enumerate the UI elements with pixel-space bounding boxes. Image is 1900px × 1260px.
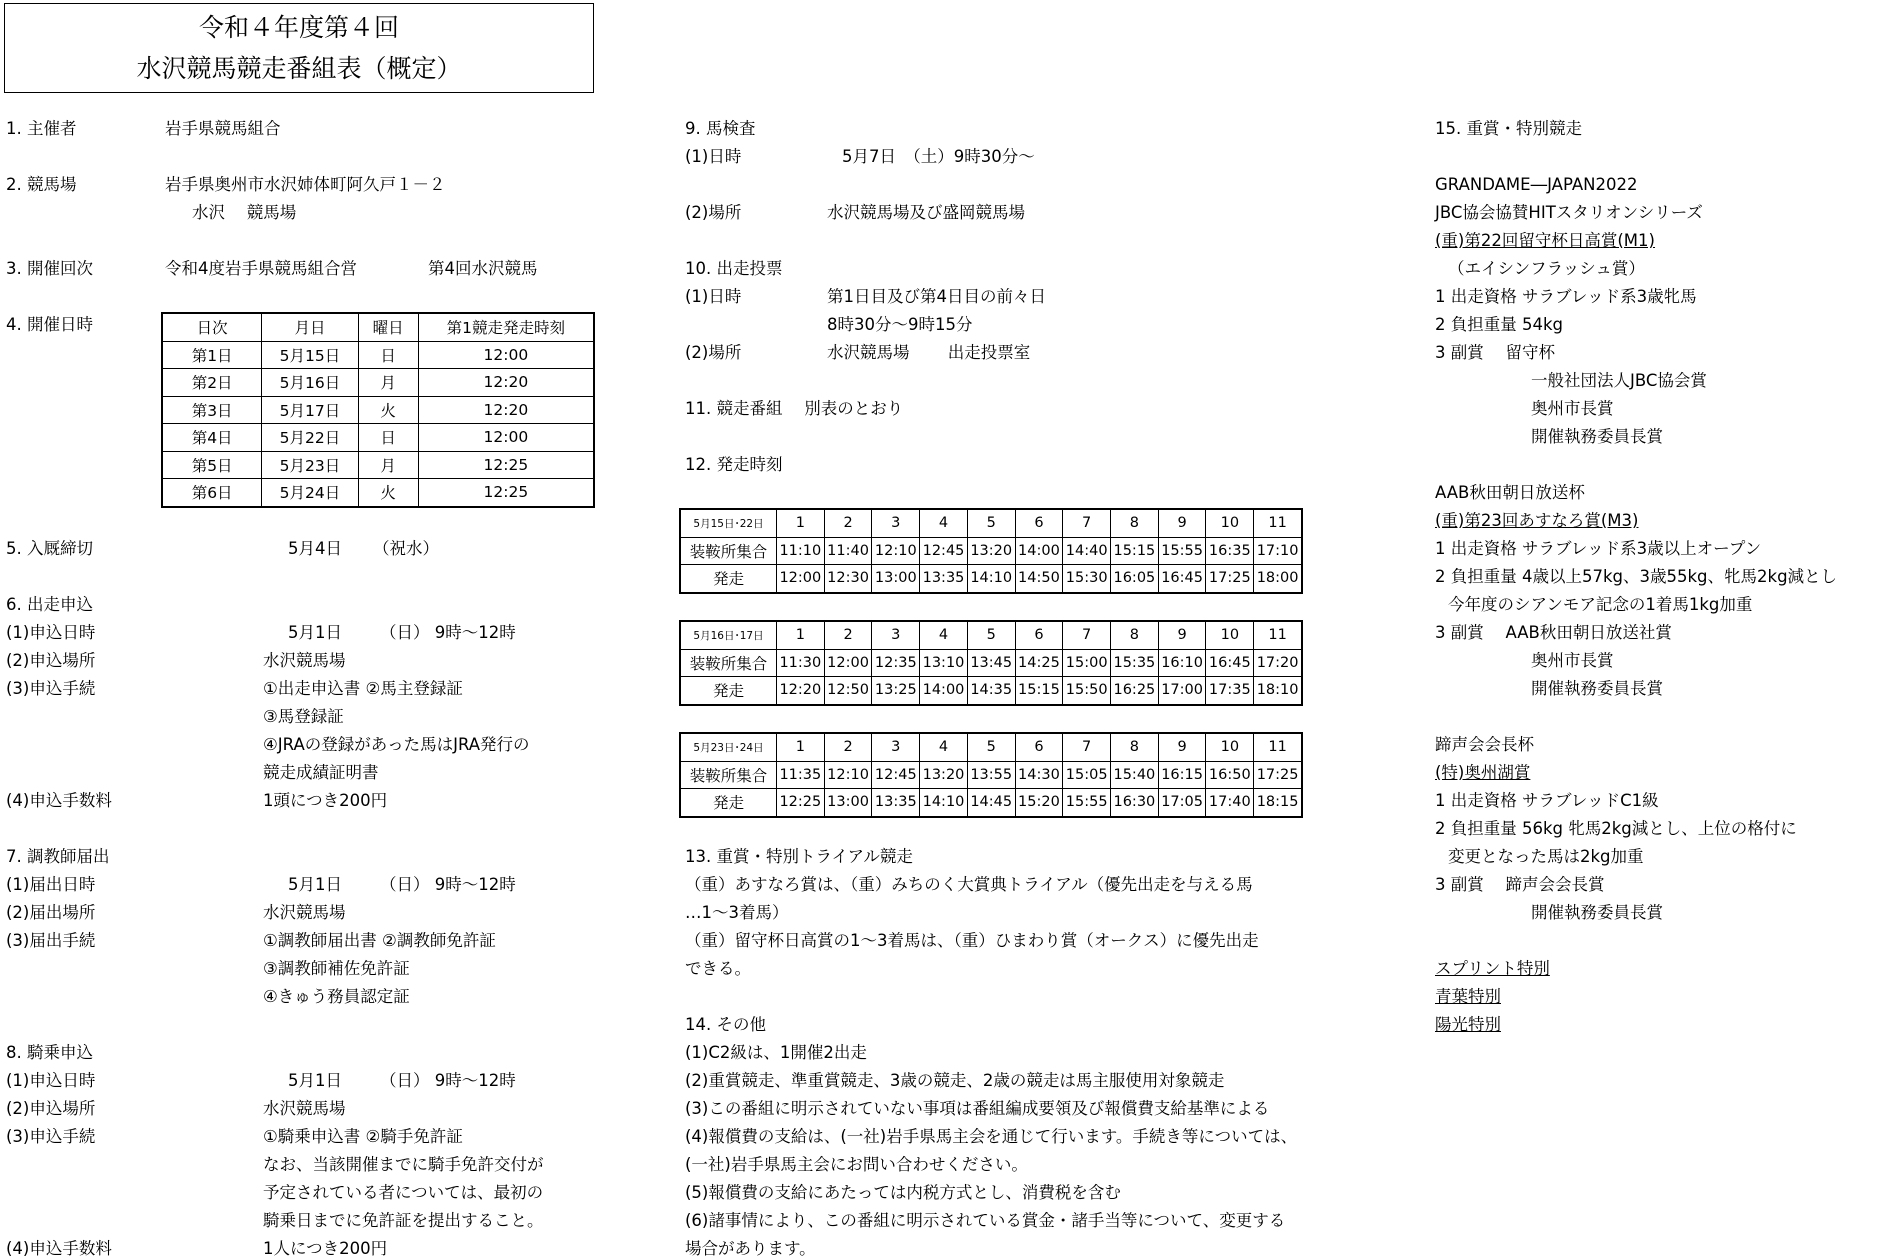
- table-cell: 5月22日: [262, 424, 358, 452]
- left-text-line: (3)申込手続: [6, 679, 96, 698]
- time-cell: 5: [967, 733, 1015, 761]
- right-text-line: (特)奥州湖賞: [1435, 763, 1531, 782]
- middle-text-line: 13. 重賞・特別トライアル競走: [685, 847, 913, 866]
- left-text-line: 5月1日: [288, 623, 342, 642]
- left-text-line: 5月1日: [288, 1071, 342, 1090]
- row-label: 5月15日･22日: [680, 509, 777, 537]
- right-text-line: 変更となった馬は2kg加重: [1448, 847, 1644, 866]
- time-cell: 1: [777, 733, 825, 761]
- middle-text-line: 12. 発走時刻: [685, 455, 783, 474]
- time-cell: 10: [1206, 621, 1254, 649]
- time-cell: 11: [1254, 509, 1302, 537]
- time-cell: 12:30: [824, 565, 872, 593]
- right-text-line: 開催執務委員長賞: [1531, 427, 1663, 446]
- middle-text-line: 水沢競馬場 出走投票室: [827, 343, 1031, 362]
- time-cell: 13:35: [920, 565, 968, 593]
- time-cell: 15:05: [1063, 761, 1111, 789]
- saddling-time-row: [680, 649, 1302, 677]
- table-row: [162, 479, 594, 507]
- time-cell: 6: [1015, 733, 1063, 761]
- right-text-line: 2 負担重量 4歳以上57kg、3歳55kg、牝馬2kg減とし: [1435, 567, 1838, 586]
- row-label: 5月23日･24日: [680, 733, 777, 761]
- time-cell: 7: [1063, 621, 1111, 649]
- right-text-line: 蹄声会会長杯: [1435, 735, 1534, 754]
- middle-text-line: (2)場所: [685, 203, 742, 222]
- left-text-line: ③馬登録証: [263, 707, 344, 726]
- time-cell: 5: [967, 621, 1015, 649]
- time-cell: 15:30: [1063, 565, 1111, 593]
- time-cell: 16:45: [1158, 565, 1206, 593]
- column-header: 日次: [162, 313, 262, 341]
- time-cell: 14:30: [1015, 761, 1063, 789]
- row-label: 装鞍所集合: [680, 761, 777, 789]
- right-text-line: 3 副賞 AAB秋田朝日放送社賞: [1435, 623, 1672, 642]
- row-label: 5月16日･17日: [680, 621, 777, 649]
- time-cell: 12:20: [777, 677, 825, 705]
- time-cell: 12:45: [920, 537, 968, 565]
- race-number-row: [680, 733, 1302, 761]
- race-number-row: [680, 509, 1302, 537]
- left-text-line: (1)申込日時: [6, 623, 96, 642]
- saddling-time-row: [680, 537, 1302, 565]
- middle-text-line: できる。: [685, 959, 751, 978]
- middle-text-line: 水沢競馬場及び盛岡競馬場: [827, 203, 1025, 222]
- right-text-line: AAB秋田朝日放送杯: [1435, 483, 1585, 502]
- time-cell: 15:55: [1063, 789, 1111, 817]
- time-cell: 18:00: [1254, 565, 1302, 593]
- left-text-line: 水沢競馬場: [263, 1099, 346, 1118]
- middle-text-line: （重）留守杯日高賞の1～3着馬は、（重）ひまわり賞（オークス）に優先出走: [685, 931, 1259, 950]
- left-text-line: ④きゅう務員認定証: [263, 987, 410, 1006]
- right-text-line: 1 出走資格 サラブレッドC1級: [1435, 791, 1659, 810]
- time-cell: 11: [1254, 621, 1302, 649]
- right-text-line: 3 副賞 蹄声会会長賞: [1435, 875, 1605, 894]
- left-text-line: なお、当該開催までに騎手免許交付が: [263, 1155, 544, 1174]
- time-cell: 16:10: [1158, 649, 1206, 677]
- time-cell: 13:10: [920, 649, 968, 677]
- table-cell: 5月23日: [262, 451, 358, 479]
- document-title: [4, 3, 594, 93]
- middle-text-line: (1)C2級は、1開催2出走: [685, 1043, 867, 1062]
- table-cell: 12:20: [418, 369, 594, 397]
- time-cell: 4: [920, 733, 968, 761]
- left-text-line: (2)申込場所: [6, 651, 96, 670]
- time-cell: 2: [824, 733, 872, 761]
- left-text-line: (3)届出手続: [6, 931, 96, 950]
- time-cell: 18:10: [1254, 677, 1302, 705]
- table-cell: 第6日: [162, 479, 262, 507]
- table-row: [162, 424, 594, 452]
- table-cell: 12:00: [418, 424, 594, 452]
- time-cell: 17:35: [1206, 677, 1254, 705]
- left-text-line: 岩手県奥州市水沢姉体町阿久戸１－２: [165, 175, 446, 194]
- table-cell: 12:20: [418, 396, 594, 424]
- start-time-table: [679, 620, 1303, 706]
- time-cell: 14:00: [1015, 537, 1063, 565]
- time-cell: 15:00: [1063, 649, 1111, 677]
- time-cell: 16:25: [1111, 677, 1159, 705]
- left-text-line: 2. 競馬場: [6, 175, 77, 194]
- time-cell: 13:35: [872, 789, 920, 817]
- right-text-line: 15. 重賞・特別競走: [1435, 119, 1582, 138]
- middle-text-line: 11. 競走番組 別表のとおり: [685, 399, 904, 418]
- time-cell: 8: [1111, 733, 1159, 761]
- time-cell: 15:20: [1015, 789, 1063, 817]
- time-cell: 16:35: [1206, 537, 1254, 565]
- time-cell: 17:10: [1254, 537, 1302, 565]
- table-cell: 第4日: [162, 424, 262, 452]
- time-cell: 15:50: [1063, 677, 1111, 705]
- table-cell: 5月24日: [262, 479, 358, 507]
- left-text-line: 1人につき200円: [263, 1239, 388, 1258]
- right-text-line: 1 出走資格 サラブレッド系3歳牝馬: [1435, 287, 1697, 306]
- race-number-row: [680, 621, 1302, 649]
- left-text-line: 競走成績証明書: [263, 763, 379, 782]
- table-row: [162, 369, 594, 397]
- table-cell: 日: [358, 424, 418, 452]
- left-text-line: 水沢競馬場: [263, 651, 346, 670]
- row-label: 装鞍所集合: [680, 537, 777, 565]
- time-cell: 13:55: [967, 761, 1015, 789]
- right-text-line: (重)第23回あすなろ賞(M3): [1435, 511, 1639, 530]
- time-cell: 10: [1206, 733, 1254, 761]
- time-cell: 15:35: [1111, 649, 1159, 677]
- row-label: 発走: [680, 789, 777, 817]
- table-cell: 12:00: [418, 341, 594, 369]
- time-cell: 14:10: [967, 565, 1015, 593]
- left-text-line: （日） 9時～12時: [380, 623, 516, 642]
- row-label: 発走: [680, 677, 777, 705]
- left-text-line: ①騎乗申込書 ②騎手免許証: [263, 1127, 463, 1146]
- row-label: 発走: [680, 565, 777, 593]
- saddling-time-row: [680, 761, 1302, 789]
- left-text-line: (4)申込手数料: [6, 791, 112, 810]
- right-text-line: 2 負担重量 56kg 牝馬2kg減とし、上位の格付に: [1435, 819, 1797, 838]
- time-cell: 14:45: [967, 789, 1015, 817]
- time-cell: 13:00: [824, 789, 872, 817]
- middle-text-line: 8時30分～9時15分: [827, 315, 973, 334]
- post-time-row: [680, 789, 1302, 817]
- left-text-line: 1頭につき200円: [263, 791, 388, 810]
- time-cell: 1: [777, 621, 825, 649]
- left-text-line: (2)届出場所: [6, 903, 96, 922]
- time-cell: 16:50: [1206, 761, 1254, 789]
- time-cell: 3: [872, 733, 920, 761]
- time-cell: 2: [824, 621, 872, 649]
- right-text-line: 一般社団法人JBC協会賞: [1531, 371, 1707, 390]
- time-cell: 12:10: [824, 761, 872, 789]
- middle-text-line: (4)報償費の支給は、(一社)岩手県馬主会を通じて行います。手続き等については、: [685, 1127, 1298, 1146]
- time-cell: 12:35: [872, 649, 920, 677]
- time-cell: 2: [824, 509, 872, 537]
- left-text-line: ④JRAの登録があった馬はJRA発行の: [263, 735, 530, 754]
- start-time-table: [679, 732, 1303, 818]
- column-header: 第1競走発走時刻: [418, 313, 594, 341]
- table-cell: 5月17日: [262, 396, 358, 424]
- table-cell: 5月15日: [262, 341, 358, 369]
- table-header-row: [162, 313, 594, 341]
- time-cell: 9: [1158, 621, 1206, 649]
- table-cell: 第3日: [162, 396, 262, 424]
- time-cell: 12:00: [777, 565, 825, 593]
- left-text-line: 騎乗日までに免許証を提出すること。: [263, 1211, 544, 1230]
- time-cell: 5: [967, 509, 1015, 537]
- table-cell: 第5日: [162, 451, 262, 479]
- time-cell: 14:10: [920, 789, 968, 817]
- table-row: [162, 451, 594, 479]
- right-text-line: 陽光特別: [1435, 1015, 1501, 1034]
- time-cell: 12:00: [824, 649, 872, 677]
- table-cell: 5月16日: [262, 369, 358, 397]
- right-text-line: 今年度のシアンモア記念の1着馬1kg加重: [1448, 595, 1753, 614]
- middle-text-line: …1～3着馬）: [685, 903, 789, 922]
- time-cell: 17:25: [1206, 565, 1254, 593]
- right-text-line: 奥州市長賞: [1531, 651, 1614, 670]
- row-label: 装鞍所集合: [680, 649, 777, 677]
- time-cell: 4: [920, 621, 968, 649]
- left-text-line: 第4回水沢競馬: [428, 259, 538, 278]
- left-text-line: 8. 騎乗申込: [6, 1043, 93, 1062]
- column-header: 曜日: [358, 313, 418, 341]
- start-time-table: [679, 508, 1303, 594]
- time-cell: 15:40: [1111, 761, 1159, 789]
- right-text-line: JBC協会協賛HITスタリオンシリーズ: [1435, 203, 1703, 222]
- middle-text-line: (3)この番組に明示されていない事項は番組編成要領及び報償費支給基準による: [685, 1099, 1270, 1118]
- table-cell: 月: [358, 369, 418, 397]
- time-cell: 14:50: [1015, 565, 1063, 593]
- left-text-line: 予定されている者については、最初の: [263, 1183, 544, 1202]
- race-dates-table: [161, 312, 595, 508]
- time-cell: 12:25: [777, 789, 825, 817]
- table-cell: 第1日: [162, 341, 262, 369]
- left-text-line: (1)申込日時: [6, 1071, 96, 1090]
- time-cell: 13:20: [920, 761, 968, 789]
- left-text-line: 水沢 競馬場: [192, 203, 297, 222]
- time-cell: 13:00: [872, 565, 920, 593]
- table-cell: 12:25: [418, 479, 594, 507]
- time-cell: 14:00: [920, 677, 968, 705]
- time-cell: 4: [920, 509, 968, 537]
- time-cell: 15:15: [1015, 677, 1063, 705]
- time-cell: 17:40: [1206, 789, 1254, 817]
- right-text-line: (重)第22回留守杯日高賞(M1): [1435, 231, 1655, 250]
- left-text-line: (4)申込手数料: [6, 1239, 112, 1258]
- left-text-line: (3)申込手続: [6, 1127, 96, 1146]
- table-cell: 日: [358, 341, 418, 369]
- right-text-line: 開催執務委員長賞: [1531, 903, 1663, 922]
- left-text-line: ①調教師届出書 ②調教師免許証: [263, 931, 496, 950]
- left-text-line: 令和4度岩手県競馬組合営: [165, 259, 357, 278]
- left-text-line: (1)届出日時: [6, 875, 96, 894]
- right-text-line: 奥州市長賞: [1531, 399, 1614, 418]
- time-cell: 13:45: [967, 649, 1015, 677]
- left-text-line: (2)申込場所: [6, 1099, 96, 1118]
- time-cell: 10: [1206, 509, 1254, 537]
- right-text-line: 3 副賞 留守杯: [1435, 343, 1555, 362]
- time-cell: 12:50: [824, 677, 872, 705]
- time-cell: 11:40: [824, 537, 872, 565]
- time-cell: 16:30: [1111, 789, 1159, 817]
- table-cell: 火: [358, 396, 418, 424]
- middle-text-line: (6)諸事情により、この番組に明示されている賞金・諸手当等について、変更する: [685, 1211, 1286, 1230]
- time-cell: 17:25: [1254, 761, 1302, 789]
- table-cell: 火: [358, 479, 418, 507]
- time-cell: 14:25: [1015, 649, 1063, 677]
- time-cell: 14:40: [1063, 537, 1111, 565]
- time-cell: 6: [1015, 509, 1063, 537]
- time-cell: 13:20: [967, 537, 1015, 565]
- time-cell: 9: [1158, 509, 1206, 537]
- time-cell: 15:15: [1111, 537, 1159, 565]
- time-cell: 11:30: [777, 649, 825, 677]
- left-text-line: 4. 開催日時: [6, 315, 93, 334]
- table-row: [162, 396, 594, 424]
- table-cell: 月: [358, 451, 418, 479]
- time-cell: 17:00: [1158, 677, 1206, 705]
- time-cell: 3: [872, 621, 920, 649]
- time-cell: 3: [872, 509, 920, 537]
- time-cell: 16:45: [1206, 649, 1254, 677]
- left-text-line: 水沢競馬場: [263, 903, 346, 922]
- title-line-1: 令和４年度第４回: [198, 13, 399, 42]
- left-text-line: （日） 9時～12時: [380, 1071, 516, 1090]
- post-time-row: [680, 565, 1302, 593]
- middle-text-line: (1)日時: [685, 147, 742, 166]
- table-row: [162, 341, 594, 369]
- left-text-line: 3. 開催回次: [6, 259, 93, 278]
- time-cell: 17:05: [1158, 789, 1206, 817]
- time-cell: 1: [777, 509, 825, 537]
- middle-text-line: 第1日目及び第4日目の前々日: [827, 287, 1046, 306]
- column-header: 月日: [262, 313, 358, 341]
- left-text-line: 7. 調教師届出: [6, 847, 110, 866]
- middle-text-line: 5月7日 （土）9時30分～: [842, 147, 1035, 166]
- post-time-row: [680, 677, 1302, 705]
- left-text-line: 5. 入厩締切: [6, 539, 93, 558]
- middle-text-line: (一社)岩手県馬主会にお問い合わせください。: [685, 1155, 1028, 1174]
- left-text-line: 1. 主催者: [6, 119, 77, 138]
- left-text-line: （祝水）: [373, 539, 439, 558]
- time-cell: 11: [1254, 733, 1302, 761]
- right-text-line: 2 負担重量 54kg: [1435, 315, 1564, 334]
- left-text-line: ③調教師補佐免許証: [263, 959, 410, 978]
- time-cell: 6: [1015, 621, 1063, 649]
- middle-text-line: 場合があります。: [685, 1239, 816, 1258]
- time-cell: 14:35: [967, 677, 1015, 705]
- middle-text-line: (2)重賞競走、準重賞競走、3歳の競走、2歳の競走は馬主服使用対象競走: [685, 1071, 1225, 1090]
- left-text-line: 5月4日: [288, 539, 342, 558]
- middle-text-line: 14. その他: [685, 1015, 766, 1034]
- middle-text-line: 10. 出走投票: [685, 259, 783, 278]
- time-cell: 7: [1063, 733, 1111, 761]
- right-text-line: 青葉特別: [1435, 987, 1501, 1006]
- time-cell: 17:20: [1254, 649, 1302, 677]
- table-cell: 12:25: [418, 451, 594, 479]
- title-line-2: 水沢競馬競走番組表（概定）: [136, 54, 462, 83]
- time-cell: 15:55: [1158, 537, 1206, 565]
- time-cell: 7: [1063, 509, 1111, 537]
- time-cell: 16:15: [1158, 761, 1206, 789]
- left-text-line: 岩手県競馬組合: [165, 119, 281, 138]
- left-text-line: 6. 出走申込: [6, 595, 93, 614]
- right-text-line: 1 出走資格 サラブレッド系3歳以上オープン: [1435, 539, 1762, 558]
- left-text-line: 5月1日: [288, 875, 342, 894]
- time-cell: 8: [1111, 621, 1159, 649]
- right-text-line: （エイシンフラッシュ賞）: [1448, 259, 1645, 278]
- time-cell: 11:10: [777, 537, 825, 565]
- left-text-line: （日） 9時～12時: [380, 875, 516, 894]
- time-cell: 11:35: [777, 761, 825, 789]
- time-cell: 13:25: [872, 677, 920, 705]
- time-cell: 9: [1158, 733, 1206, 761]
- time-cell: 16:05: [1111, 565, 1159, 593]
- time-cell: 8: [1111, 509, 1159, 537]
- middle-text-line: 9. 馬検査: [685, 119, 756, 138]
- middle-text-line: (2)場所: [685, 343, 742, 362]
- table-cell: 第2日: [162, 369, 262, 397]
- middle-text-line: (5)報償費の支給にあたっては内税方式とし、消費税を含む: [685, 1183, 1121, 1202]
- middle-text-line: （重）あすなろ賞は、（重）みちのく大賞典トライアル（優先出走を与える馬: [685, 875, 1253, 894]
- time-cell: 12:45: [872, 761, 920, 789]
- left-text-line: ①出走申込書 ②馬主登録証: [263, 679, 463, 698]
- time-cell: 18:15: [1254, 789, 1302, 817]
- right-text-line: スプリント特別: [1435, 959, 1550, 978]
- right-text-line: 開催執務委員長賞: [1531, 679, 1663, 698]
- time-cell: 12:10: [872, 537, 920, 565]
- middle-text-line: (1)日時: [685, 287, 742, 306]
- right-text-line: GRANDAME―JAPAN2022: [1435, 175, 1638, 194]
